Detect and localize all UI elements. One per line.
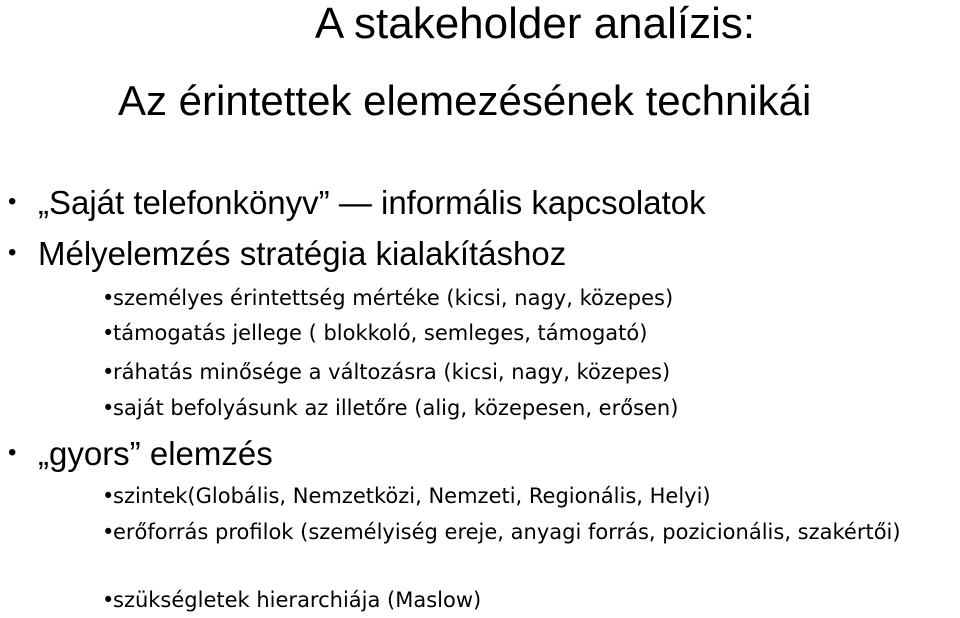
sub-bullet-icon: • (102, 588, 115, 612)
sub-bullet-item (102, 517, 932, 547)
sub-bullet-icon: • (102, 484, 115, 508)
sub-bullet-text: ráhatás minősége a változásra (kicsi, nagy, közepes) (113, 360, 671, 384)
sub-bullet-item (102, 398, 678, 419)
sub-bullet-text: erőforrás profilok (személyiség ereje, anyagi forrás, pozicionális, szakértői) (113, 520, 901, 544)
slide-title: A stakeholder analízis: (314, 0, 756, 48)
sub-bullet-item (102, 362, 670, 383)
sub-bullet-text: saját befolyásunk az illetőre (alig, közepesen, erősen) (113, 396, 679, 420)
sub-bullet-icon: • (102, 286, 115, 310)
sub-bullet-item (102, 323, 647, 344)
sub-bullet-icon: • (102, 520, 115, 544)
bullet-text: „Saját telefonkönyv” — informális kapcsolatok (38, 184, 706, 221)
sub-bullet-text: személyes érintettség mértéke (kicsi, nagy, közepes) (113, 286, 674, 310)
bullet-icon: • (8, 188, 17, 215)
sub-bullet-icon: • (102, 396, 115, 420)
slide-subtitle: Az érintettek elemezésének technikái (118, 77, 812, 124)
sub-bullet-icon: • (102, 321, 115, 345)
sub-bullet-item (102, 288, 673, 309)
bullet-icon: • (8, 439, 17, 466)
sub-bullet-item (102, 590, 481, 611)
sub-bullet-icon: • (102, 360, 115, 384)
sub-bullet-item (102, 486, 711, 507)
bullet-text: Mélyelemzés stratégia kialakításhoz (38, 235, 567, 272)
sub-bullet-text: szükségletek hierarchiája (Maslow) (113, 588, 482, 612)
bullet-icon: • (8, 239, 17, 266)
sub-bullet-text: támogatás jellege ( blokkoló, semleges, támogató) (113, 321, 648, 345)
bullet-text: „gyors” elemzés (38, 435, 273, 472)
sub-bullet-text: szintek(Globális, Nemzetközi, Nemzeti, Regionális, Helyi) (113, 484, 711, 508)
